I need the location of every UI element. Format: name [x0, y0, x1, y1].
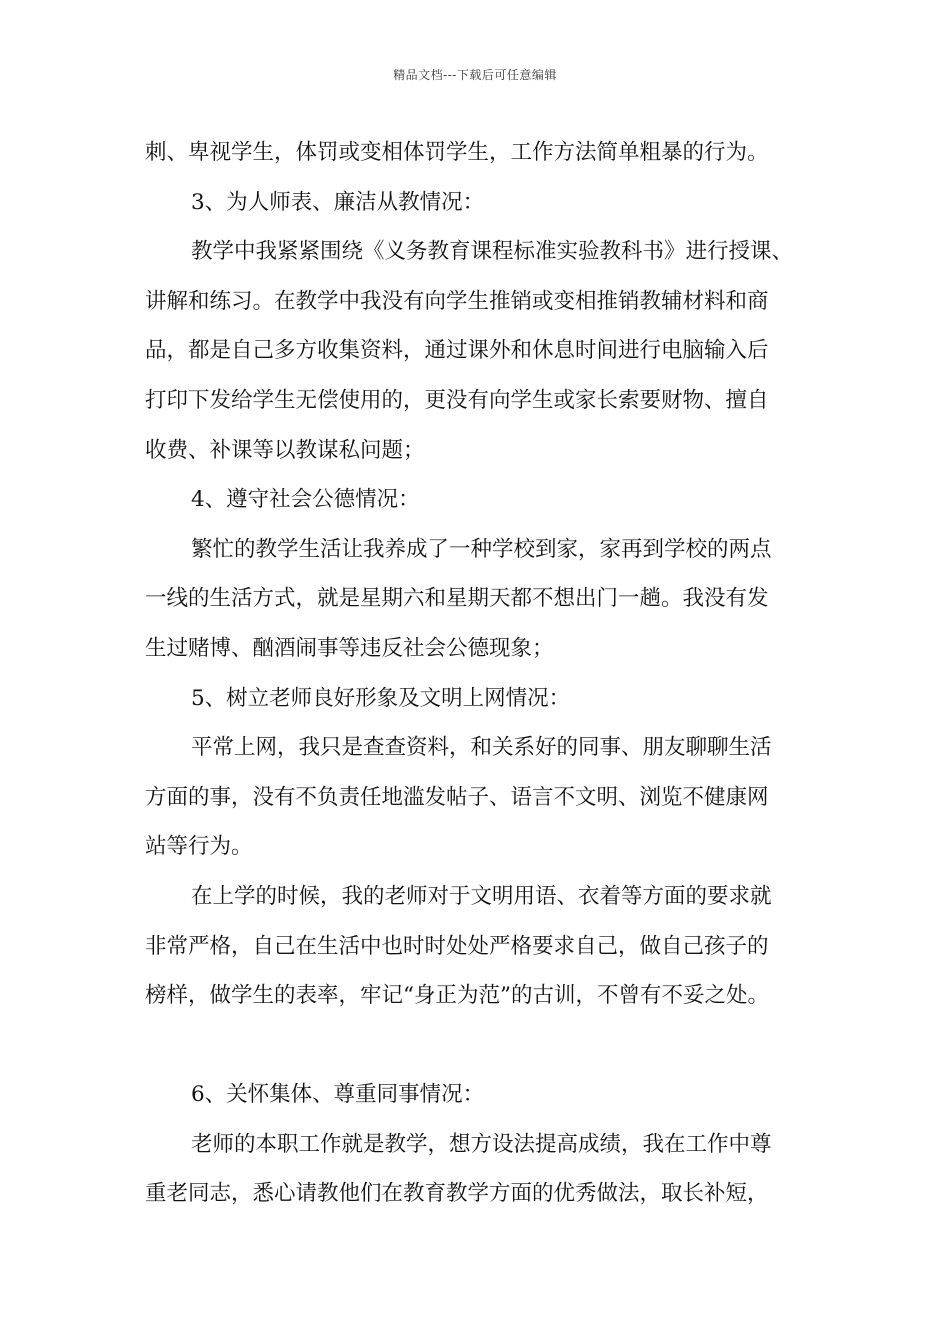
paragraph-line: 榜样，做学生的表率，牢记“身正为范”的古训，不曾有不妥之处。	[145, 983, 769, 1009]
document-body	[145, 128, 817, 1219]
paragraph-line: 收费、补课等以教谋私问题；	[145, 437, 425, 463]
section-heading: 4、遵守社会公德情况：	[191, 487, 420, 513]
paragraph-line: 重老同志，悉心请教他们在教育教学方面的优秀做法，取长补短，	[145, 1181, 769, 1207]
section-heading: 3、为人师表、廉洁从教情况：	[191, 189, 485, 215]
paragraph-line: 生过赌博、酗酒闹事等违反社会公德现象；	[145, 635, 554, 661]
section-heading: 5、树立老师良好形象及文明上网情况：	[191, 685, 571, 711]
paragraph-line: 在上学的时候，我的老师对于文明用语、衣着等方面的要求就	[191, 883, 772, 909]
blank-line	[145, 1021, 817, 1071]
paragraph-line: 平常上网，我只是查查资料，和关系好的同事、朋友聊聊生活	[191, 735, 772, 761]
paragraph-line: 繁忙的教学生活让我养成了一种学校到家，家再到学校的两点	[191, 536, 772, 562]
page-header: 精品文档---下载后可任意编辑	[393, 68, 557, 82]
section-heading: 6、关怀集体、尊重同事情况：	[191, 1082, 485, 1108]
paragraph-line: 老师的本职工作就是教学，想方设法提高成绩，我在工作中尊	[191, 1131, 772, 1157]
paragraph-line: 刺、卑视学生，体罚或变相体罚学生，工作方法简单粗暴的行为。	[145, 140, 769, 165]
paragraph-line: 非常严格，自己在生活中也时时处处严格要求自己，做自己孩子的	[145, 933, 769, 959]
paragraph-line: 方面的事，没有不负责任地滥发帖子、语言不文明、浏览不健康网	[145, 784, 769, 810]
paragraph-line: 讲解和练习。在教学中我没有向学生推销或变相推销教辅材料和商	[145, 288, 769, 314]
paragraph-line: 教学中我紧紧围绕《义务教育课程标准实验教科书》进行授课、	[191, 239, 794, 265]
paragraph-line: 品，都是自己多方收集资料，通过课外和休息时间进行电脑输入后	[145, 338, 769, 364]
paragraph-line: 站等行为。	[145, 834, 253, 860]
paragraph-line: 打印下发给学生无偿使用的，更没有向学生或家长索要财物、擅自	[145, 387, 769, 413]
paragraph-line: 一线的生活方式，就是星期六和星期天都不想出门一趟。我没有发	[145, 586, 769, 612]
